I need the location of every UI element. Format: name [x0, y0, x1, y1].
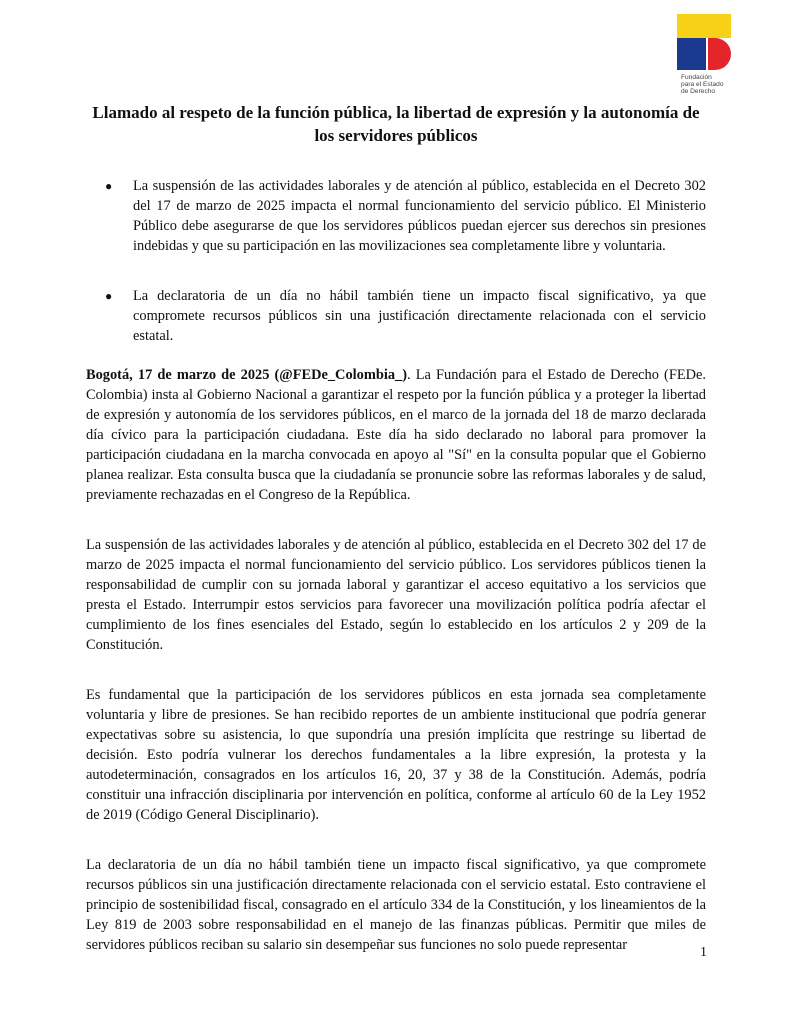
logo-blue-block [677, 38, 706, 70]
bullet-item [86, 176, 706, 256]
page-number: 1 [700, 945, 707, 960]
paragraph-text: . La Fundación para el Estado de Derecho (FEDe. Colombia) insta al Gobierno Nacional a garantizar el respeto por la función pública y a proteger la libertad de expresión y autonomía de los servidores públicos, en el marco de la jornada del 18 de marzo declarada día cívico para la participación ciudadana. Este día ha sido declarado no laboral para promover la participación ciudadana en la marcha convocada en apoyo al "Sí" en la consulta popular que el Gobierno planea realizar. Esta consulta busca que la ciudadanía se pronuncie sobre las reformas laborales y de salud, previamente rechazadas en el Congreso de la República. [86, 367, 706, 503]
logo-yellow-block [677, 14, 731, 38]
body-paragraph: La declaratoria de un día no hábil también tiene un impacto fiscal significativo, ya que compromete recursos públicos sin una justificación directamente relacionada con el servicio estatal. Esto contraviene el principio de sostenibilidad fiscal, consagrado en el artículo 334 de la Constitución, y los lineamientos de la Ley 819 de 2003 sobre responsabilidad en el manejo de las finanzas públicas. Permitir que miles de servidores públicos reciban su salario sin desempeñar sus funciones no solo puede representar [86, 857, 706, 953]
body-paragraph: La suspensión de las actividades laborales y de atención al público, establecida en el Decreto 302 del 17 de marzo de 2025 impacta el normal funcionamiento del servicio público. Los servidores públicos tienen la responsabilidad de cumplir con su jornada laboral y garantizar el acceso equitativo a los servicios que presta el Estado. Interrumpir estos servicios para favorecer una movilización política podría afectar el cumplimiento de los fines esenciales del Estado, según lo establecido en los artículos 2 y 209 de la Constitución. [86, 537, 706, 653]
logo-text-line: Fundación [681, 74, 712, 81]
logo-text-line: para el Estado [681, 81, 724, 88]
logo-text-line: de Derecho [681, 88, 716, 95]
body-paragraph: Es fundamental que la participación de los servidores públicos en esta jornada sea completamente voluntaria y libre de presiones. Se han recibido reportes de un ambiente institucional que podría generar expectativas sobre su asistencia, lo que supondría una presión implícita que restringe su libertad de decisión. Esto podría vulnerar los derechos fundamentales a la libre expresión, la protesta y la autodeterminación, consagrados en los artículos 16, 20, 37 y 38 de la Constitución. Además, podría constituir una infracción disciplinaria por intervención en política, conforme al artículo 60 de la Ley 1952 de 2019 (Código General Disciplinario). [86, 687, 706, 823]
summary-bullets [86, 176, 706, 376]
logo-text [681, 74, 731, 95]
document-title: Llamado al respeto de la función pública, la libertad de expresión y la autonomía de los servidores públicos [92, 103, 700, 145]
bullet-text: La suspensión de las actividades laborales y de atención al público, establecida en el Decreto 302 del 17 de marzo de 2025 impacta el normal funcionamiento del servicio público. El Ministerio Público debe asegurarse de que los servidores públicos puedan ejercer sus derechos sin presiones indebidas y que su participación en las movilizaciones sea completamente libre y voluntaria. [133, 178, 706, 254]
body-paragraph [86, 365, 706, 505]
document-body [86, 365, 706, 985]
dateline: Bogotá, 17 de marzo de 2025 (@FEDe_Colombia_) [86, 367, 408, 383]
bullet-dot-icon: ● [105, 179, 113, 193]
fundacion-logo [677, 14, 731, 95]
logo-red-block [708, 38, 731, 70]
bullet-item [86, 286, 706, 346]
logo-mark-icon [677, 14, 731, 72]
bullet-text: La declaratoria de un día no hábil también tiene un impacto fiscal significativo, ya que compromete recursos públicos sin una justificación directamente relacionada con el servicio estatal. [133, 288, 706, 344]
bullet-dot-icon: ● [105, 289, 113, 303]
